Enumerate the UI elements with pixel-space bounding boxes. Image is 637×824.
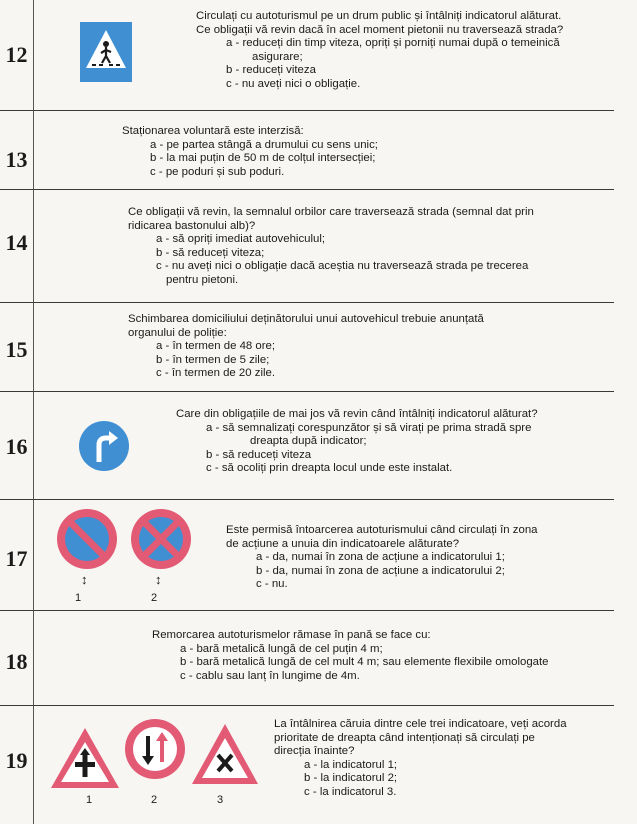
answer-option-b: b - la indicatorul 2; (304, 772, 398, 785)
question-number: 17 (5, 546, 28, 571)
question-row-19 (0, 706, 614, 824)
oncoming-priority-sign-icon (124, 718, 186, 780)
question-text (176, 408, 538, 476)
question-number: 14 (5, 230, 28, 255)
question-row-18 (0, 611, 614, 706)
question-number: 15 (5, 337, 28, 362)
uncontrolled-intersection-sign-icon (190, 722, 260, 786)
question-line: Ce obligații vă revin dacă în acel moment pietonii nu traversează strada? (196, 23, 564, 36)
question-number: 12 (5, 42, 28, 67)
answer-option-a: a - să opriți imediat autovehiculul; (156, 233, 326, 246)
answer-option-b: b - bară metalică lungă de cel mult 4 m; sau elemente flexibile omologate (180, 656, 549, 669)
question-row-14 (0, 190, 614, 303)
answer-option-b: b - să reduceți viteza (206, 448, 312, 461)
answer-option-a: a - în termen de 48 ore; (156, 340, 276, 353)
sign-label-3: 3 (217, 794, 224, 806)
updown-arrow-icon: ↕ (81, 572, 88, 587)
question-line: Circulați cu autoturismul pe un drum public și întâlniți indicatorul alăturat. (196, 10, 562, 22)
question-text (196, 10, 563, 92)
answer-option-a: a - bară metalică lungă de cel puțin 4 m; (180, 642, 383, 655)
sign-label-2: 2 (151, 592, 158, 604)
answer-option-c: c - nu aveți nici o obligație. (226, 77, 361, 90)
question-text (128, 206, 534, 288)
sign-label-1: 1 (86, 794, 93, 806)
answer-option-a: a - da, numai în zona de acțiune a indicatorului 1; (256, 551, 505, 564)
answer-option-c: c - să ocoliți prin dreapta locul unde este instalat. (206, 462, 453, 475)
answer-option-c: c - nu aveți nici o obligație dacă aceștia nu traversează strada pe trecerea (156, 260, 529, 273)
question-row-16 (0, 392, 614, 500)
sign-label-2: 2 (151, 794, 158, 806)
pedestrian-crossing-sign-icon (80, 22, 132, 82)
answer-option-c: c - cablu sau lanț în lungime de 4m. (180, 669, 360, 682)
intersection-priority-sign-icon (49, 726, 121, 790)
sign-label-1: 1 (75, 592, 82, 604)
question-row-15 (0, 303, 614, 392)
answer-option-a: a - să semnalizați corespunzător și să virați pe prima stradă spre (206, 421, 532, 434)
question-line: Schimbarea domiciliului deținătorului unui autovehicul trebuie anunțată (128, 313, 484, 325)
question-line: de acțiune a unuia din indicatoarele alăturate? (226, 537, 460, 550)
answer-option-a-cont: dreapta după indicator; (250, 435, 367, 448)
updown-arrow-icon: ↕ (155, 572, 162, 587)
question-number: 18 (5, 649, 28, 674)
turn-right-sign-icon (78, 420, 130, 472)
question-line: Remorcarea autoturismelor rămase în pană se face cu: (152, 629, 431, 641)
question-line: organului de poliție: (128, 326, 227, 339)
answer-option-c: c - în termen de 20 zile. (156, 367, 276, 380)
no-stopping-sign-icon (130, 508, 192, 570)
question-line: Ce obligații vă revin, la semnalul orbilor care traversează strada (semnal dat prin (128, 206, 534, 218)
question-row-17 (0, 500, 614, 611)
answer-option-b: b - în termen de 5 zile; (156, 353, 270, 366)
question-number: 13 (5, 147, 28, 172)
question-row-12 (0, 0, 614, 111)
answer-option-a: a - reduceți din timp viteza, opriți și porniți numai după o temeinică (226, 37, 560, 50)
question-line: Staționarea voluntară este interzisă: (122, 125, 304, 137)
answer-option-a: a - pe partea stângă a drumului cu sens unic; (150, 138, 378, 151)
answer-option-b: b - reduceți viteza (226, 64, 316, 77)
answer-option-b: b - să reduceți viteza; (156, 246, 265, 259)
answer-option-b: b - da, numai în zona de acțiune a indicatorului 2; (256, 564, 505, 577)
answer-option-c: c - nu. (256, 578, 288, 591)
question-line: La întâlnirea căruia dintre cele trei indicatoare, veți acorda (274, 718, 567, 730)
answer-option-a: a - la indicatorul 1; (304, 758, 398, 771)
question-text (226, 524, 538, 592)
question-line: Care din obligațiile de mai jos vă revin când întâlniți indicatorul alăturat? (176, 408, 538, 420)
question-text (274, 718, 567, 800)
question-line: direcția înainte? (274, 745, 355, 758)
answer-option-c-cont: pentru pietoni. (166, 273, 239, 286)
answer-option-c: c - la indicatorul 3. (304, 785, 397, 798)
answer-option-c: c - pe poduri și sub poduri. (150, 165, 285, 178)
question-text (128, 313, 484, 381)
question-row-13 (0, 111, 614, 190)
no-parking-sign-icon (56, 508, 118, 570)
question-line: Este permisă întoarcerea autoturismului când circulați în zona (226, 524, 538, 536)
question-number: 19 (5, 748, 28, 773)
question-line: ridicarea bastonului alb)? (128, 219, 256, 232)
question-line: prioritate de dreapta când intenționați să circulați pe (274, 731, 535, 744)
answer-option-a-cont: asigurare; (252, 50, 303, 63)
question-text (122, 125, 378, 179)
question-text (152, 629, 549, 683)
answer-option-b: b - la mai puțin de 50 m de colțul intersecției; (150, 152, 376, 165)
question-number: 16 (5, 434, 28, 459)
